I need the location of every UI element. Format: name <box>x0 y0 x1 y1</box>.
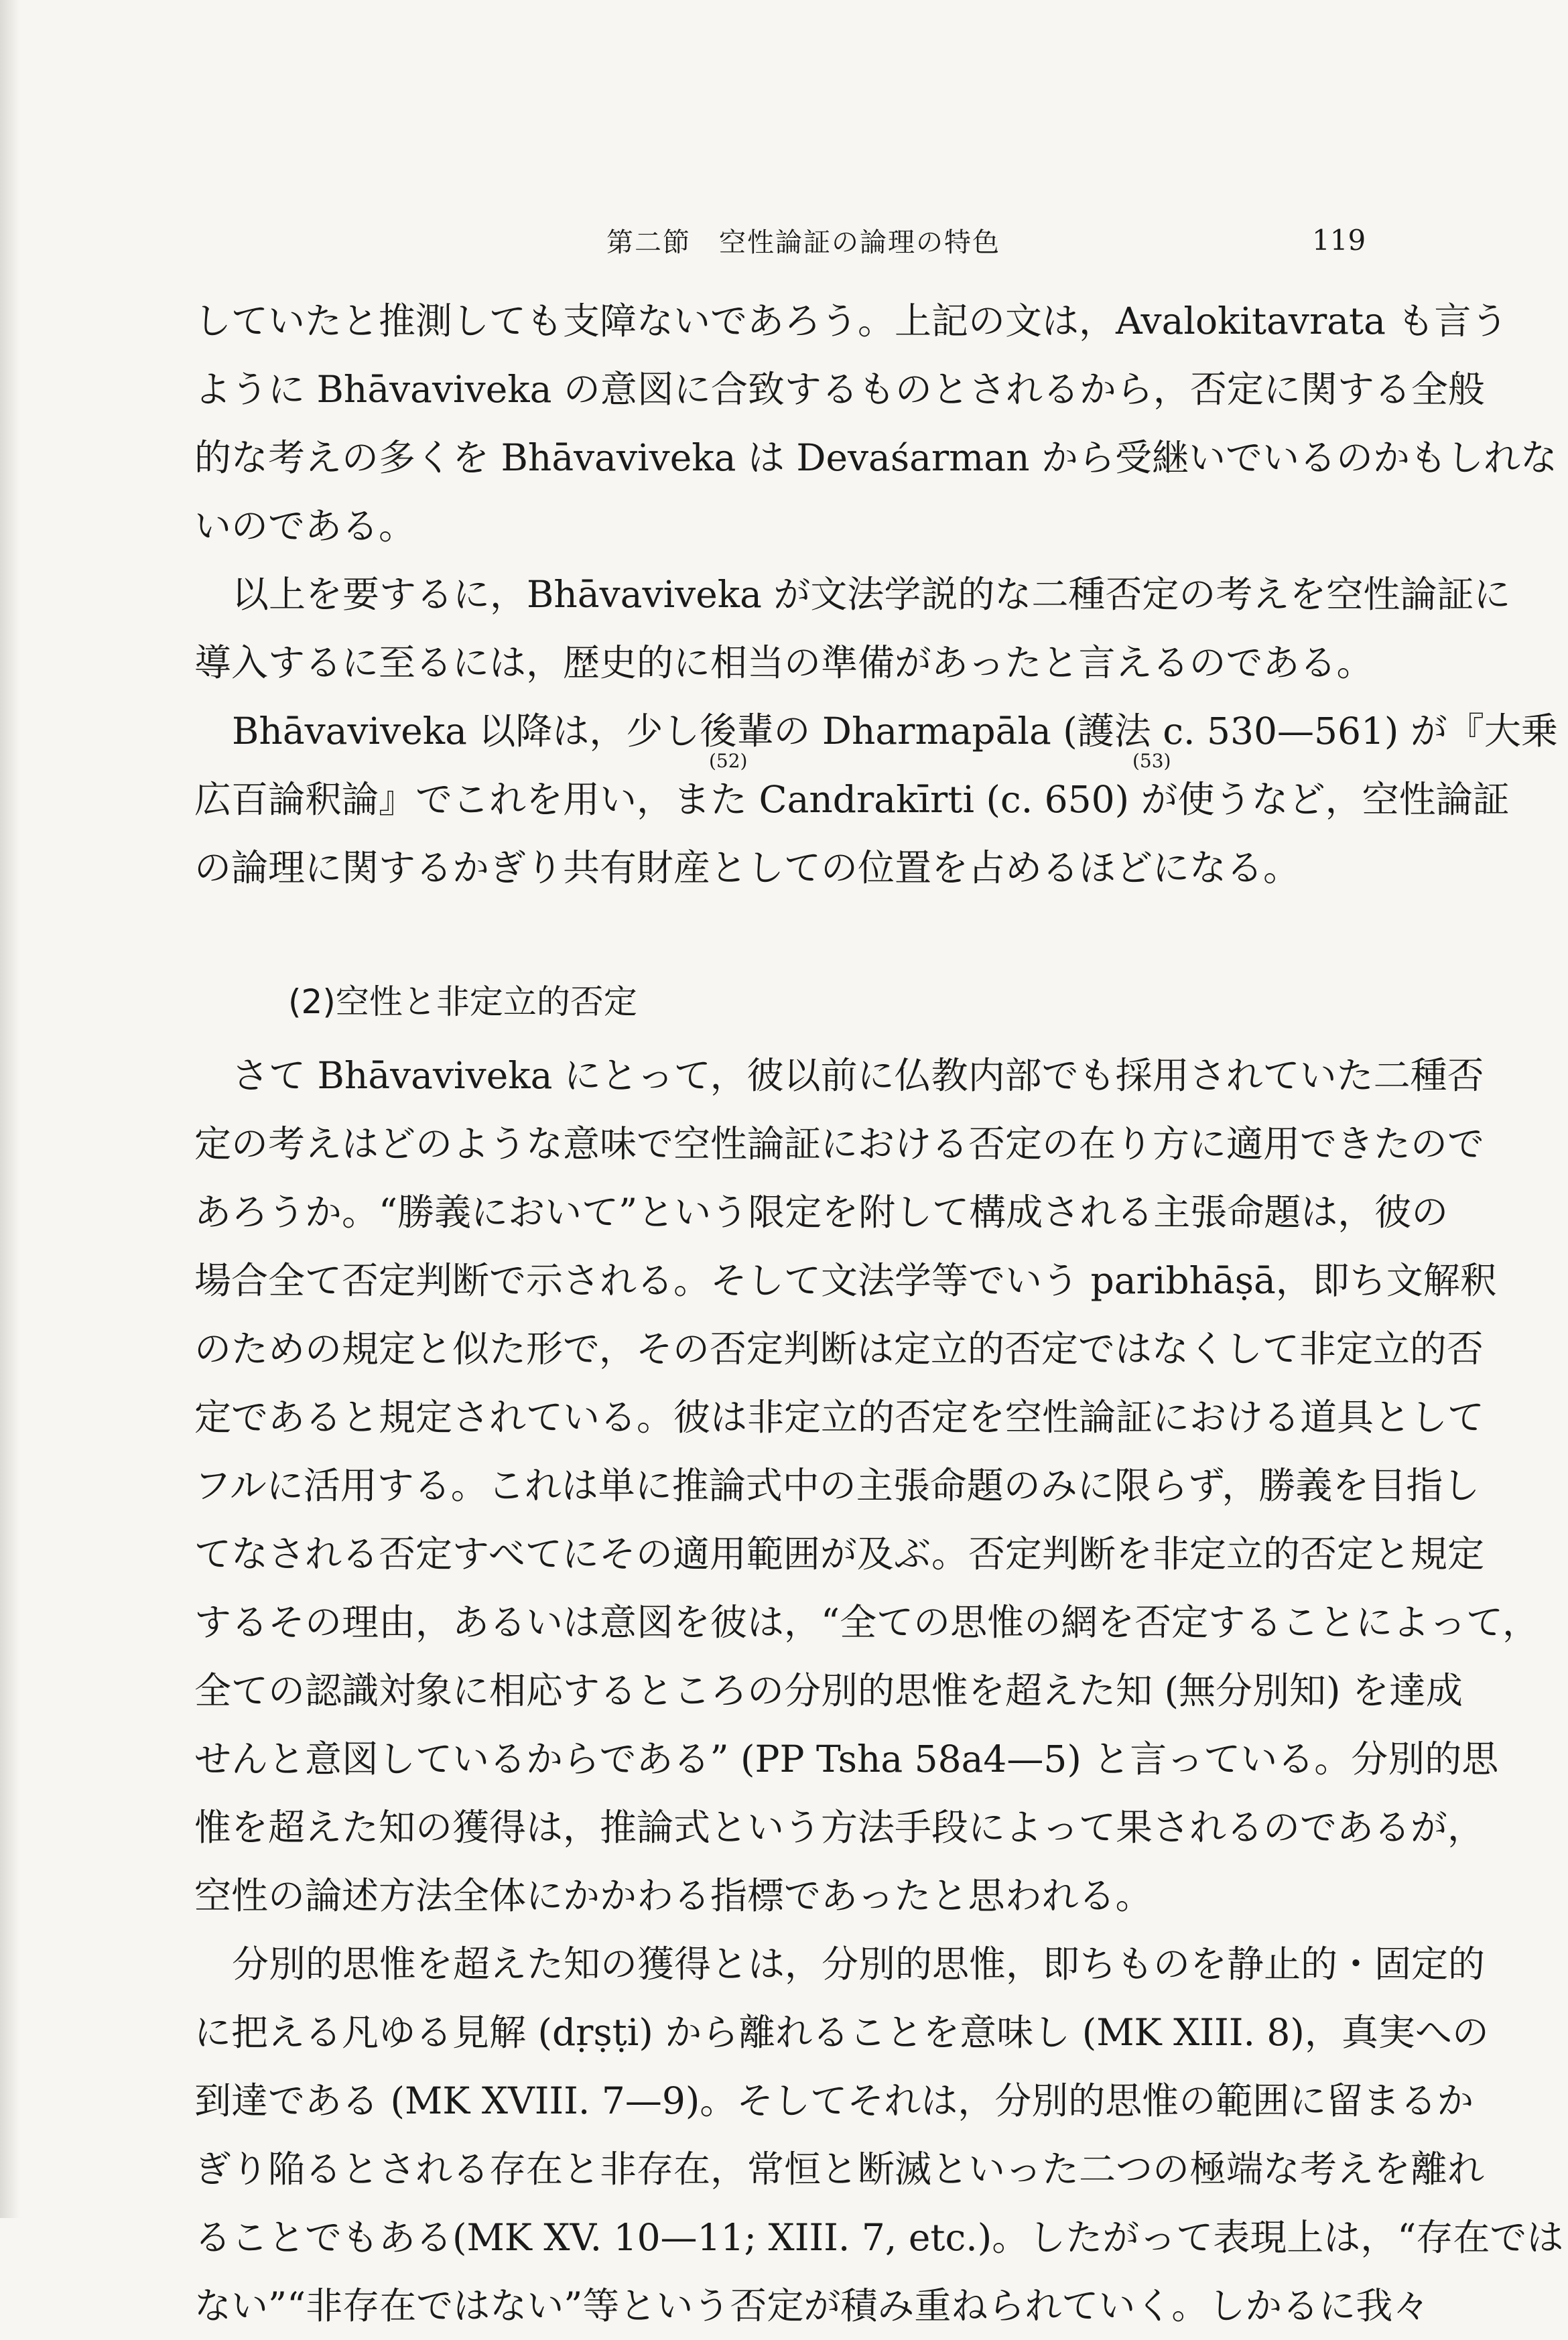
paragraph-1 <box>194 287 1558 560</box>
text-line: 導入するに至るには，歴史的に相当の準備があったと言えるのである。 <box>194 641 1374 684</box>
section-gap <box>194 902 1360 962</box>
paragraph-3 <box>194 697 1558 902</box>
text-line: 場合全て否定判断で示される。そして文法学等でいう paribhāṣā，即ち文解釈 <box>194 1259 1497 1302</box>
text-line: ることでもある(MK XV. 10—11; XIII. 7, etc.)。したがって表現上は，“存在では <box>194 2216 1564 2259</box>
text-line: Bhāvaviveka 以降は，少し後輩の Dharmapāla (護法 c. 530—561) が『大乗 <box>232 710 1558 753</box>
text-line: 到達である (MK XVIII. 7—9)。そしてそれは，分別的思惟の範囲に留まるか <box>194 2079 1474 2122</box>
text-line: ぎり陥るとされる存在と非存在，常恒と断滅といった二つの極端な考えを離れ <box>194 2148 1485 2191</box>
text-line: 全ての認識対象に相応するところの分別的思惟を超えた知 (無分別知) を達成 <box>194 1669 1463 1712</box>
page-header <box>0 221 1568 268</box>
text-line: ない”“非存在ではない”等という否定が積み重ねられていく。しかるに我々 <box>194 2284 1430 2327</box>
footnote-ref-53[interactable]: (53) <box>1132 750 1171 772</box>
text-line: していたと推測しても支障ないであろう。上記の文は，Avalokitavrata も言う <box>194 300 1508 342</box>
text-line: の論理に関するかぎり共有財産としての位置を占めるほどになる。 <box>194 846 1301 889</box>
page-number: 119 <box>1312 224 1366 257</box>
page-edge-shadow <box>0 0 20 2218</box>
section-title: (2)空性と非定立的否定 <box>288 982 637 1021</box>
text-line: 的な考えの多くを Bhāvaviveka は Devaśarman から受継いでいるのかもしれな <box>194 436 1558 479</box>
text-line: 定の考えはどのような意味で空性論証における否定の在り方に適用できたので <box>194 1122 1485 1165</box>
text-line: ように Bhāvaviveka の意図に合致するものとされるから，否定に関する全般 <box>194 368 1485 411</box>
text-line-with-notes <box>194 750 1510 834</box>
text-line: あろうか。“勝義において”という限定を附して構成される主張命題は，彼の <box>194 1191 1449 1234</box>
footnote-ref-52[interactable]: (52) <box>709 750 748 772</box>
text-line: せんと意図しているからである” (PP Tsha 58a4—5) と言っている。分別的思 <box>194 1738 1499 1780</box>
text-line: するその理由，あるいは意図を彼は，“全ての思惟の網を否定することによって， <box>194 1601 1540 1644</box>
paragraph-5 <box>194 1930 1564 2340</box>
text-line: 空性の論述方法全体にかかわる指標であったと思われる。 <box>194 1874 1153 1917</box>
text-line: てなされる否定すべてにその適用範囲が及ぶ。否定判断を非定立的否定と規定 <box>194 1533 1485 1575</box>
text-line: 以上を要するに，Bhāvaviveka が文法学説的な二種否定の考えを空性論証に <box>232 573 1511 616</box>
text-line: 定であると規定されている。彼は非定立的否定を空性論証における道具として <box>194 1396 1485 1439</box>
text-line: さて Bhāvaviveka にとって，彼以前に仏教内部でも採用されていた二種否 <box>232 1054 1484 1097</box>
paragraph-4 <box>194 1041 1540 1930</box>
text-line: に把える凡ゆる見解 (dṛṣṭi) から離れることを意味し (MK XIII. 8)，真実への <box>194 2011 1489 2054</box>
body-text <box>194 287 1564 2340</box>
text-line: 分別的思惟を超えた知の獲得とは，分別的思惟，即ちものを静止的・固定的 <box>232 1943 1486 1986</box>
paragraph-2 <box>194 560 1511 697</box>
text-line: のための規定と似た形で，その否定判断は定立的否定ではなくして非定立的否 <box>194 1327 1484 1370</box>
text-line: フルに活用する。これは単に推論式中の主張命題のみに限らず，勝義を目指し <box>194 1464 1480 1507</box>
text-line: いのである。 <box>194 505 416 547</box>
running-head: 第二節 空性論証の論理の特色 <box>606 227 1000 258</box>
text-line: 惟を超えた知の獲得は，推論式という方法手段によって果されるのであるが， <box>194 1806 1485 1849</box>
text-line-content: 広百論釈論』でこれを用い，また Candrakīrti (c. 650) が使うなど，空性論証 <box>194 778 1510 821</box>
